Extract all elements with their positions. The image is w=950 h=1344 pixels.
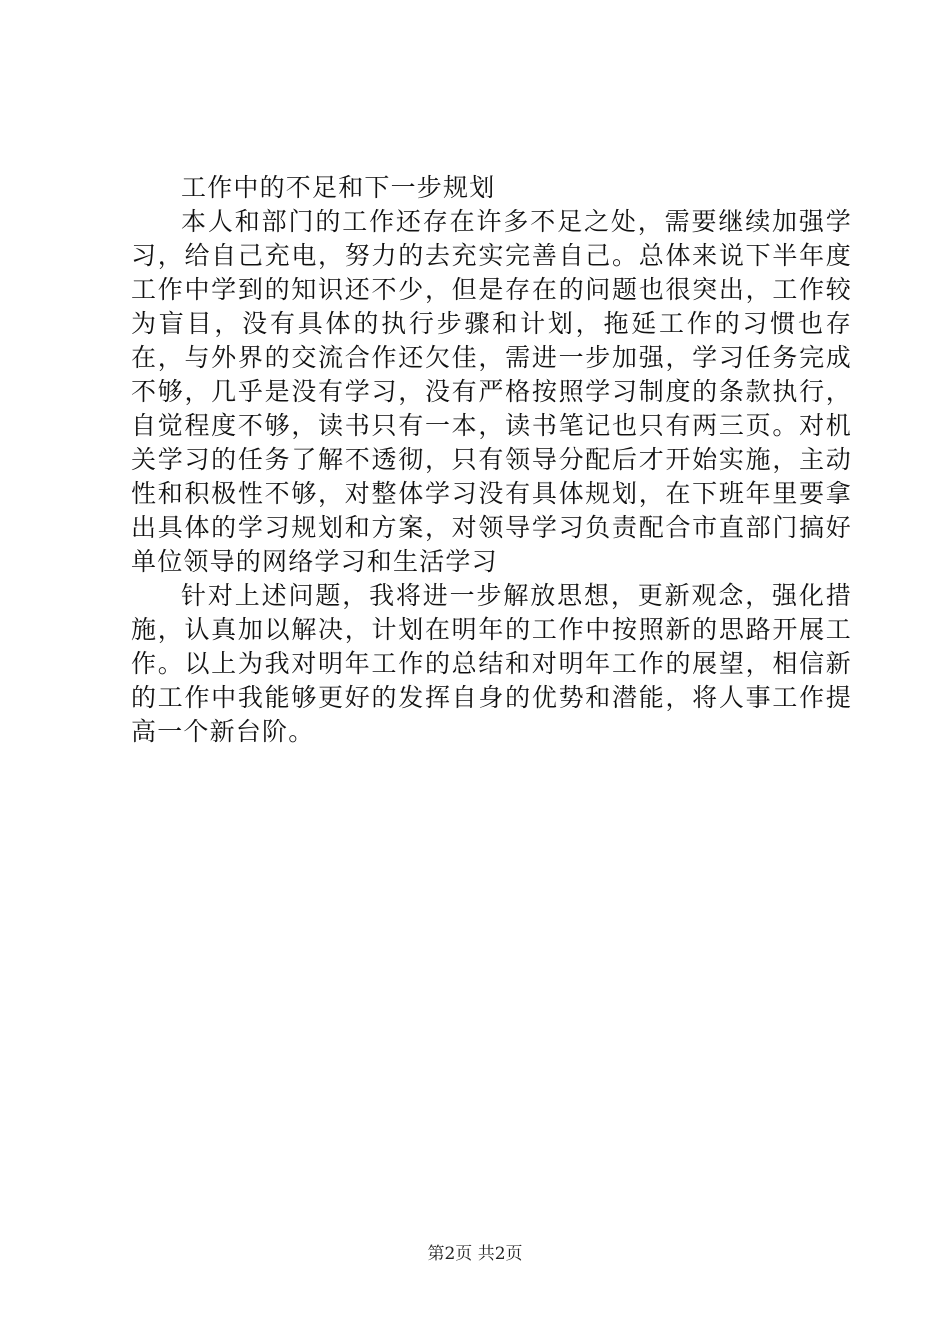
document-body: [131, 171, 852, 749]
section-heading: 工作中的不足和下一步规划: [181, 173, 496, 202]
page-number-footer: 第2页 共2页: [427, 1244, 523, 1264]
paragraph-shortcomings: 本人和部门的工作还存在许多不足之处，需要继续加强学习，给自己充电，努力的去充实完善自己。总体来说下半年度工作中学到的知识还不少，但是存在的问题也很突出，工作较为盲目，没有具体的执行步骤和计划，拖延工作的习惯也存在，与外界的交流合作还欠佳，需进一步加强，学习任务完成不够，几乎是没有学习，没有严格按照学习制度的条款执行，自觉程度不够，读书只有一本，读书笔记也只有两三页。对机关学习的任务了解不透彻，只有领导分配后才开始实施，主动性和积极性不够，对整体学习没有具体规划，在下班年里要拿出具体的学习规划和方案，对领导学习负责配合市直部门搞好单位领导的网络学习和生活学习: [131, 207, 852, 576]
paragraph-next-steps: 针对上述问题，我将进一步解放思想，更新观念，强化措施，认真加以解决，计划在明年的工作中按照新的思路开展工作。以上为我对明年工作的总结和对明年工作的展望，相信新的工作中我能够更好的发挥自身的优势和潜能，将人事工作提高一个新台阶。: [131, 581, 852, 746]
